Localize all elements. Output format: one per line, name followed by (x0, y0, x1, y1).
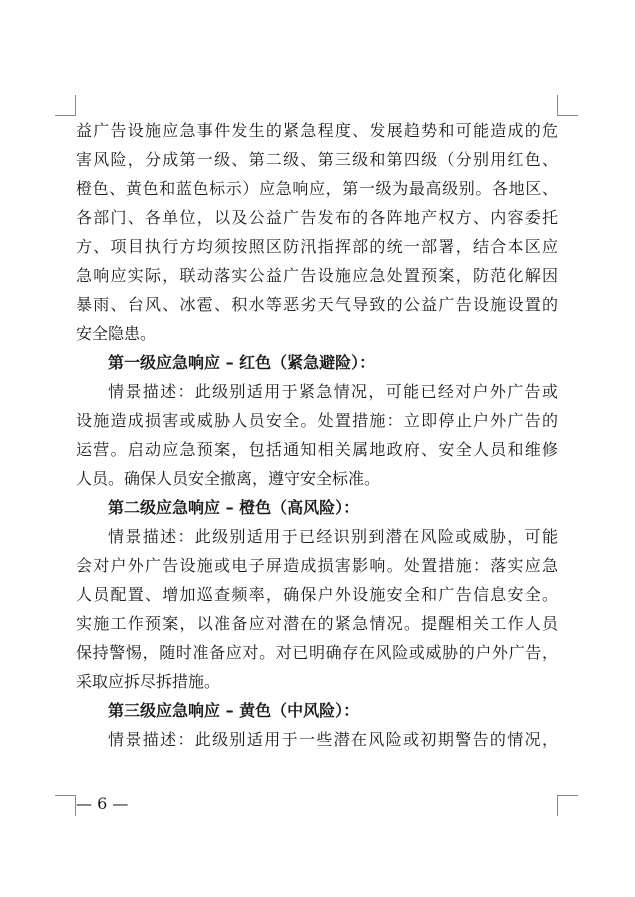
text-line: 情景描述：此级别适用于一些潜在风险或初期警告的情况， (108, 730, 558, 749)
text-line: 保持警惕，随时准备应对。对已明确存在风险或威胁的户外广告， (76, 643, 558, 662)
crop-mark-top-right (557, 95, 578, 116)
text-line: 会对户外广告设施或电子屏造成损害影响。处置措施：落实应急 (76, 556, 558, 575)
level3-heading: 第三级应急响应 – 黄色（中风险）： (108, 701, 360, 720)
crop-mark-top-left (55, 95, 76, 116)
document-body (76, 116, 558, 754)
crop-mark-bottom-right (557, 795, 578, 816)
text-line: 情景描述：此级别适用于紧急情况，可能已经对户外广告或 (108, 382, 558, 401)
level2-heading: 第二级应急响应 – 橙色（高风险）： (108, 498, 360, 517)
text-line: 设施造成损害或威胁人员安全。处置措施：立即停止户外广告的 (76, 411, 558, 430)
text-line: 益广告设施应急事件发生的紧急程度、发展趋势和可能造成的危 (76, 121, 558, 140)
text-line: 各部门、各单位，以及公益广告发布的各阵地产权方、内容委托 (76, 208, 558, 227)
level1-section (76, 348, 558, 493)
text-line: 橙色、黄色和蓝色标示）应急响应，第一级为最高级别。各地区、 (76, 179, 558, 198)
text-line: 暴雨、台风、冰雹、积水等恶劣天气导致的公益广告设施设置的 (76, 295, 558, 314)
text-line: 急响应实际，联动落实公益广告设施应急处置预案，防范化解因 (76, 266, 558, 285)
text-line: 害风险，分成第一级、第二级、第三级和第四级（分别用红色、 (76, 150, 558, 169)
text-line: 安全隐患。 (76, 324, 157, 343)
level1-heading: 第一级应急响应 – 红色（紧急避险）： (108, 353, 376, 372)
text-line: 方、项目执行方均须按照区防汛指挥部的统一部署，结合本区应 (76, 237, 558, 256)
level3-section (76, 696, 558, 754)
text-line: 实施工作预案，以准备应对潜在的紧急情况。提醒相关工作人员 (76, 614, 558, 633)
text-line: 运营。启动应急预案，包括通知相关属地政府、安全人员和维修 (76, 440, 558, 459)
text-line: 人员。确保人员安全撤离，遵守安全标准。 (76, 469, 381, 488)
intro-paragraph (76, 116, 558, 348)
text-line: 人员配置、增加巡查频率，确保户外设施安全和广告信息安全。 (76, 585, 558, 604)
page-number: — 6 — (76, 794, 129, 813)
crop-mark-bottom-left (55, 795, 76, 816)
level2-section (76, 493, 558, 696)
text-line: 采取应拆尽拆措施。 (76, 672, 221, 691)
text-line: 情景描述：此级别适用于已经识别到潜在风险或威胁，可能 (108, 527, 558, 546)
